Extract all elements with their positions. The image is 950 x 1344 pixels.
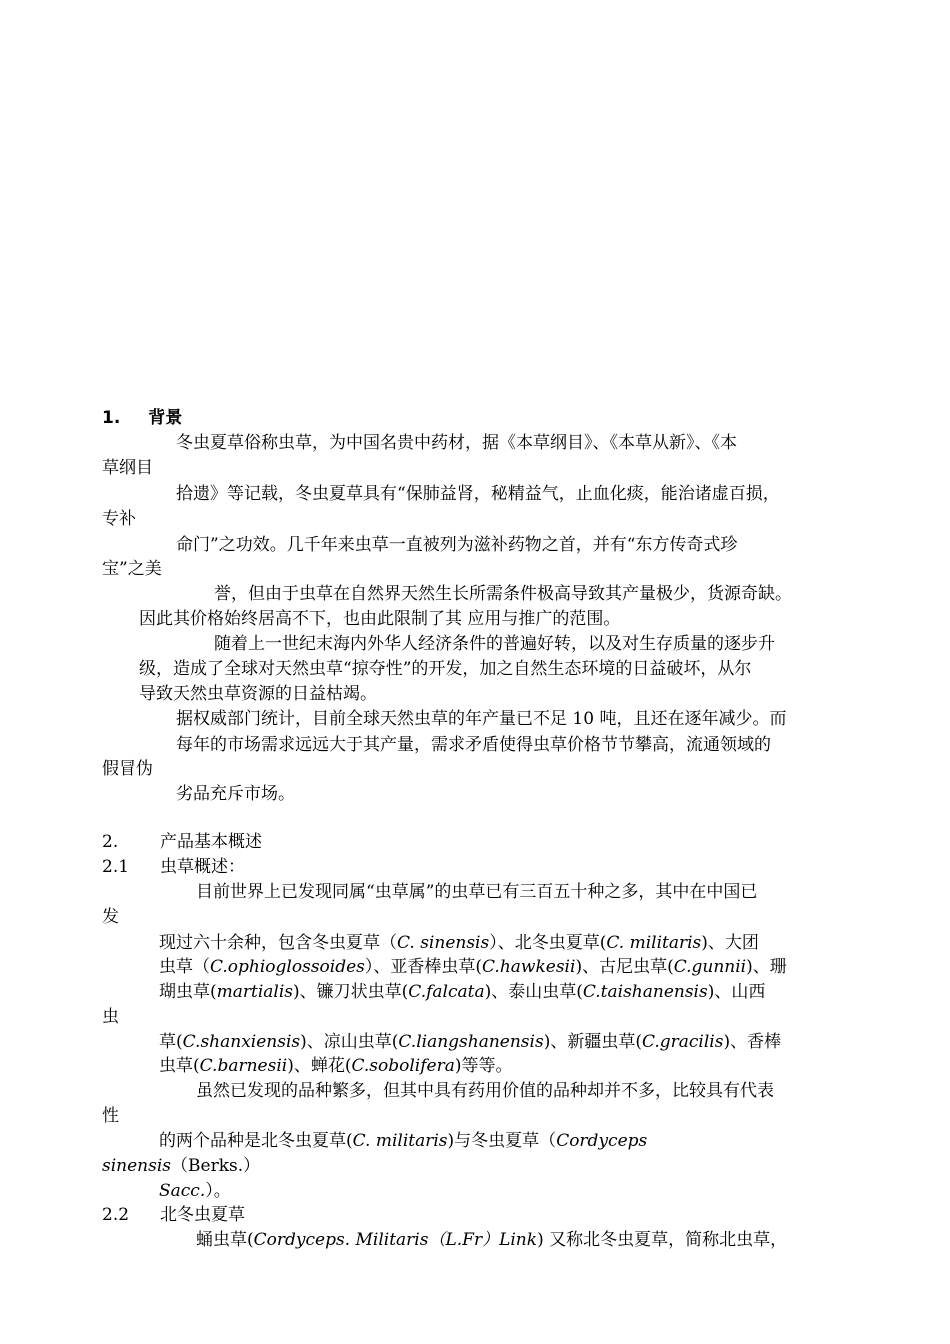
- paragraph-line: 草纲目: [102, 458, 153, 478]
- section-number: 2.2: [102, 1205, 130, 1225]
- paragraph-line: 每年的市场需求远远大于其产量，需求矛盾使得虫草价格节节攀高，流通领域的: [176, 735, 771, 755]
- text-run: 现过六十余种，包含冬虫夏草（: [159, 933, 397, 953]
- text-run: )、凉山虫草(: [300, 1032, 399, 1052]
- section-2-1-heading: [102, 856, 245, 878]
- paragraph-line: 虫: [102, 1007, 119, 1027]
- paragraph-line: [159, 932, 759, 954]
- text-run: )、大团: [701, 933, 759, 953]
- section-number: 2.: [102, 832, 119, 852]
- text-run: )、山西: [707, 982, 766, 1002]
- paragraph-line: 随着上一世纪末海内外华人经济条件的普遍好转，以及对生存质量的逐步升: [214, 634, 775, 654]
- section-title: 产品基本概述: [160, 832, 262, 852]
- species-name: C.falcata: [408, 982, 485, 1002]
- section-number: 1.: [102, 408, 121, 428]
- species-name: C.taishanensis: [582, 982, 708, 1002]
- paragraph-line: 专补: [102, 509, 136, 529]
- text-run: 虫草(: [159, 1056, 200, 1076]
- paragraph-line: [196, 1229, 787, 1251]
- species-name: C.hawkesii: [482, 957, 576, 977]
- paragraph-line: [159, 1031, 781, 1053]
- text-run: 蛹虫草(: [196, 1230, 254, 1250]
- text-run: （Berks.）: [171, 1156, 261, 1176]
- text-run: )、香棒: [723, 1032, 782, 1052]
- section-1-heading: [102, 407, 182, 429]
- section-number: 2.1: [102, 857, 130, 877]
- paragraph-line: 劣品充斥市场。: [176, 784, 295, 804]
- text-run: ）、北冬虫夏草(: [489, 933, 607, 953]
- paragraph-line: 假冒伪: [102, 759, 153, 779]
- text-run: 瑚虫草(: [159, 982, 217, 1002]
- species-name: C.gunnii: [673, 957, 747, 977]
- text-run: ) 又称北冬虫夏草，简称北虫草，: [537, 1230, 788, 1250]
- paragraph-line: [159, 1055, 512, 1077]
- species-name: C.ophioglossoides: [210, 957, 365, 977]
- text-run: ）、亚香棒虫草(: [364, 957, 483, 977]
- paragraph-line: [159, 956, 787, 978]
- species-name: C. sinensis: [397, 933, 490, 953]
- species-name: martialis: [216, 982, 294, 1002]
- text-run: ）。: [205, 1181, 231, 1201]
- species-name: C. militaris: [606, 933, 702, 953]
- paragraph-line: 发: [102, 907, 119, 927]
- text-run: )等等。: [454, 1056, 513, 1076]
- paragraph-line: 宝”之美: [102, 559, 162, 579]
- paragraph-line: 命门”之功效。几千年来虫草一直被列为滋补药物之首，并有“东方传奇式珍: [176, 535, 738, 555]
- paragraph-line: [102, 1155, 260, 1177]
- section-2-2-heading: [102, 1204, 245, 1226]
- species-name: C.liangshanensis: [398, 1032, 544, 1052]
- paragraph-line: 目前世界上已发现同属“虫草属”的虫草已有三百五十种之多，其中在中国已: [196, 882, 758, 902]
- paragraph-line: 冬虫夏草俗称虫草，为中国名贵中药材，据《本草纲目》、《本草从新》、《本: [176, 433, 737, 453]
- section-title: 背景: [148, 408, 183, 428]
- text-run: )、蝉花(: [287, 1056, 352, 1076]
- species-name: C.sobolifera: [351, 1056, 455, 1076]
- paragraph-line: [159, 1130, 647, 1152]
- species-name: C. militaris: [352, 1131, 448, 1151]
- paragraph-line: 导致天然虫草资源的日益枯竭。: [139, 684, 377, 704]
- paragraph-line: [159, 1180, 231, 1202]
- paragraph-line: [159, 981, 765, 1003]
- text-run: )、古尼虫草(: [575, 957, 674, 977]
- paragraph-line: 因此其价格始终居高不下，也由此限制了其 应用与推广的范围。: [139, 609, 621, 629]
- paragraph-line: 拾遗》等记载，冬虫夏草具有“保肺益肾，秘精益气，止血化痰，能治诸虚百损，: [176, 484, 780, 504]
- species-name: Cordyceps: [556, 1131, 648, 1151]
- text-run: )、镰刀状虫草(: [293, 982, 409, 1002]
- species-name: C.shanxiensis: [182, 1032, 301, 1052]
- paragraph-line: 誉，但由于虫草在自然界天然生长所需条件极高导致其产量极少，货源奇缺。: [214, 584, 792, 604]
- paragraph-line: 性: [102, 1106, 119, 1126]
- text-run: )、泰山虫草(: [484, 982, 583, 1002]
- paragraph-line: 级，造成了全球对天然虫草“掠夺性”的开发，加之自然生态环境的日益破坏，从尔: [139, 659, 752, 679]
- text-run: 的两个品种是北冬虫夏草(: [159, 1131, 353, 1151]
- section-title: 虫草概述：: [160, 857, 245, 877]
- section-title: 北冬虫夏草: [160, 1205, 245, 1225]
- text-run: )、新疆虫草(: [543, 1032, 642, 1052]
- text-run: 草(: [159, 1032, 183, 1052]
- section-2-heading: [102, 831, 262, 853]
- species-name: C.barnesii: [199, 1056, 288, 1076]
- species-name: Cordyceps. Militaris（L.Fr）Link: [253, 1230, 538, 1250]
- text-run: )与冬虫夏草（: [447, 1131, 557, 1151]
- paragraph-line: 虽然已发现的品种繁多，但其中具有药用价值的品种却并不多，比较具有代表: [196, 1081, 774, 1101]
- text-run: )、珊: [746, 957, 787, 977]
- species-name: sinensis: [102, 1156, 172, 1176]
- paragraph-line: 据权威部门统计，目前全球天然虫草的年产量已不足 10 吨，且还在逐年减少。而: [176, 709, 787, 729]
- species-name: Sacc.: [159, 1181, 206, 1201]
- species-name: C.gracilis: [641, 1032, 724, 1052]
- text-run: 虫草（: [159, 957, 210, 977]
